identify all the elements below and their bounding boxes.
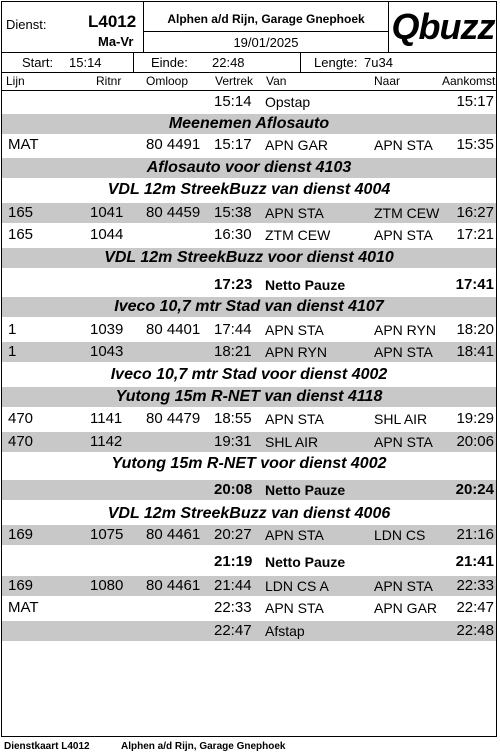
pause-start: 21:19 (214, 553, 253, 570)
cell-ritnr: 1141 (90, 410, 123, 427)
cell-aankomst: 18:20 (456, 321, 494, 338)
cell-vertrek: 19:31 (214, 433, 252, 450)
cell-naar: ZTM CEW (374, 205, 440, 221)
cell-vertrek: 18:55 (214, 410, 252, 427)
cell-van: ZTM CEW (265, 227, 331, 243)
cell-aankomst: 22:47 (456, 599, 494, 616)
col-lijn: Lijn (6, 74, 25, 88)
cell-vertrek: 15:38 (214, 204, 252, 221)
section-title: Meenemen Aflosauto (168, 115, 330, 132)
cell-lijn: 169 (8, 526, 34, 543)
cell-van: APN STA (265, 322, 324, 338)
section-title: VDL 12m StreekBuzz voor dienst 4010 (104, 249, 394, 266)
section-title: Yutong 15m R-NET van dienst 4118 (115, 388, 383, 405)
cell-naar: APN GAR (374, 600, 438, 616)
cell-vertrek: 21:44 (214, 577, 252, 594)
cell-omloop: 80 4459 (146, 204, 201, 221)
section-title: Aflosauto voor dienst 4103 (146, 159, 352, 176)
pause-end: 21:41 (455, 553, 494, 570)
trip-row (2, 135, 496, 155)
cell-aankomst: 21:16 (456, 526, 494, 543)
pause-end: 17:41 (455, 276, 494, 293)
cell-aankomst: 22:48 (456, 622, 494, 639)
trip-row (2, 342, 496, 362)
cell-van: APN STA (265, 600, 324, 616)
trip-row (2, 525, 496, 545)
trip-row (2, 621, 496, 641)
cell-van: APN STA (265, 527, 324, 543)
cell-naar: APN STA (374, 227, 433, 243)
trip-row (2, 598, 496, 618)
section-title: Iveco 10,7 mtr Stad voor dienst 4002 (110, 366, 388, 383)
section-title-row (2, 248, 496, 268)
einde-value: 22:48 (212, 55, 245, 70)
cell-vertrek: 22:33 (214, 599, 252, 616)
trip-row (2, 225, 496, 245)
cell-naar: SHL AIR (374, 411, 428, 427)
cell-vertrek: 16:30 (214, 226, 252, 243)
start-value: 15:14 (69, 55, 102, 70)
cell-naar: APN STA (374, 578, 433, 594)
section-title-row (2, 365, 496, 385)
cell-aankomst: 16:27 (456, 204, 494, 221)
cell-ritnr: 1043 (90, 343, 124, 360)
section-title-row (2, 114, 496, 134)
pause-label: Netto Pauze (265, 482, 346, 498)
cell-ritnr: 1142 (90, 433, 123, 450)
days-label: Ma-Vr (98, 34, 134, 49)
trip-row (2, 409, 496, 429)
cell-aankomst: 19:29 (456, 410, 494, 427)
dienst-label: Dienst: (6, 17, 47, 32)
cell-vertrek: 22:47 (214, 622, 252, 639)
duty-card (1, 1, 497, 737)
pause-end: 20:24 (455, 481, 494, 498)
cell-van: APN GAR (265, 137, 329, 153)
header-divider (133, 52, 134, 72)
trip-row (2, 320, 496, 340)
section-title: Iveco 10,7 mtr Stad van dienst 4107 (114, 298, 384, 315)
cell-naar: APN RYN (374, 322, 436, 338)
pause-row (2, 275, 496, 295)
cell-lijn: 1 (8, 343, 17, 360)
cell-vertrek: 20:27 (214, 526, 252, 543)
cell-omloop: 80 4401 (146, 321, 201, 338)
cell-van: APN STA (265, 205, 324, 221)
trip-row (2, 432, 496, 452)
cell-aankomst: 17:21 (456, 226, 494, 243)
cell-aankomst: 22:33 (456, 577, 494, 594)
pause-label: Netto Pauze (265, 277, 346, 293)
cell-van: APN RYN (265, 344, 327, 360)
col-omloop: Omloop (146, 74, 189, 88)
cell-naar: LDN CS (374, 527, 426, 543)
cell-omloop: 80 4461 (146, 526, 201, 543)
trip-row (2, 92, 496, 112)
cell-lijn: 165 (8, 204, 34, 221)
cell-van: APN STA (265, 411, 324, 427)
cell-vertrek: 18:21 (214, 343, 252, 360)
cell-omloop: 80 4491 (146, 136, 201, 153)
col-van: Van (266, 74, 287, 88)
col-naar: Naar (374, 74, 401, 88)
cell-lijn: 470 (8, 410, 34, 427)
section-title: VDL 12m StreekBuzz van dienst 4004 (107, 181, 391, 198)
section-title-row (2, 180, 496, 200)
cell-naar: APN STA (374, 137, 433, 153)
cell-lijn: 1 (8, 321, 17, 338)
cell-van: LDN CS A (265, 578, 329, 594)
cell-omloop: 80 4479 (146, 410, 201, 427)
cell-ritnr: 1044 (90, 226, 124, 243)
section-title-row (2, 504, 496, 524)
dienst-code: L4012 (88, 12, 137, 31)
pause-label: Netto Pauze (265, 554, 346, 570)
cell-aankomst: 15:35 (456, 136, 494, 153)
pause-row (2, 480, 496, 500)
col-ritnr: Ritnr (96, 74, 122, 88)
cell-lijn: 165 (8, 226, 34, 243)
section-title-row (2, 297, 496, 317)
cell-omloop: 80 4461 (146, 577, 201, 594)
header-divider (143, 31, 388, 32)
section-title-row (2, 158, 496, 178)
section-title: Yutong 15m R-NET voor dienst 4002 (111, 455, 387, 472)
column-header-divider (2, 90, 496, 91)
cell-ritnr: 1075 (90, 526, 124, 543)
header-divider (388, 2, 389, 52)
section-title-row (2, 387, 496, 407)
header-divider (2, 52, 496, 53)
qbuzz-logo: Qbuzz (391, 6, 495, 47)
pause-row (2, 552, 496, 572)
cell-ritnr: 1080 (90, 577, 124, 594)
col-vertrek: Vertrek (215, 74, 254, 88)
date-value: 19/01/2025 (233, 35, 299, 50)
cell-van: Afstap (265, 623, 305, 639)
cell-vertrek: 15:14 (214, 93, 252, 110)
cell-lijn: MAT (8, 599, 39, 616)
cell-aankomst: 15:17 (456, 93, 494, 110)
cell-van: SHL AIR (265, 434, 319, 450)
section-title: VDL 12m StreekBuzz van dienst 4006 (107, 505, 391, 522)
location-title: Alphen a/d Rijn, Garage Gnephoek (167, 12, 365, 26)
lengte-value: 7u34 (364, 55, 393, 70)
cell-vertrek: 17:44 (214, 321, 252, 338)
footer-location: Alphen a/d Rijn, Garage Gnephoek (121, 741, 286, 752)
trip-row (2, 203, 496, 223)
cell-aankomst: 20:06 (456, 433, 494, 450)
cell-vertrek: 15:17 (214, 136, 252, 153)
trip-row (2, 576, 496, 596)
cell-lijn: 470 (8, 433, 34, 450)
cell-ritnr: 1039 (90, 321, 124, 338)
cell-van: Opstap (265, 94, 311, 110)
cell-lijn: 169 (8, 577, 34, 594)
cell-naar: APN STA (374, 434, 433, 450)
einde-label: Einde: (151, 55, 188, 70)
pause-start: 20:08 (214, 481, 253, 498)
pause-start: 17:23 (214, 276, 253, 293)
footer-label: Dienstkaart L4012 (4, 741, 90, 752)
lengte-label: Lengte: (314, 55, 358, 70)
section-title-row (2, 454, 496, 474)
col-aankomst: Aankomst (442, 74, 496, 88)
cell-ritnr: 1041 (90, 204, 124, 221)
column-header-row (2, 73, 496, 89)
cell-naar: APN STA (374, 344, 433, 360)
cell-aankomst: 18:41 (456, 343, 494, 360)
cell-lijn: MAT (8, 136, 39, 153)
start-label: Start: (22, 55, 54, 70)
header-divider (300, 52, 301, 72)
